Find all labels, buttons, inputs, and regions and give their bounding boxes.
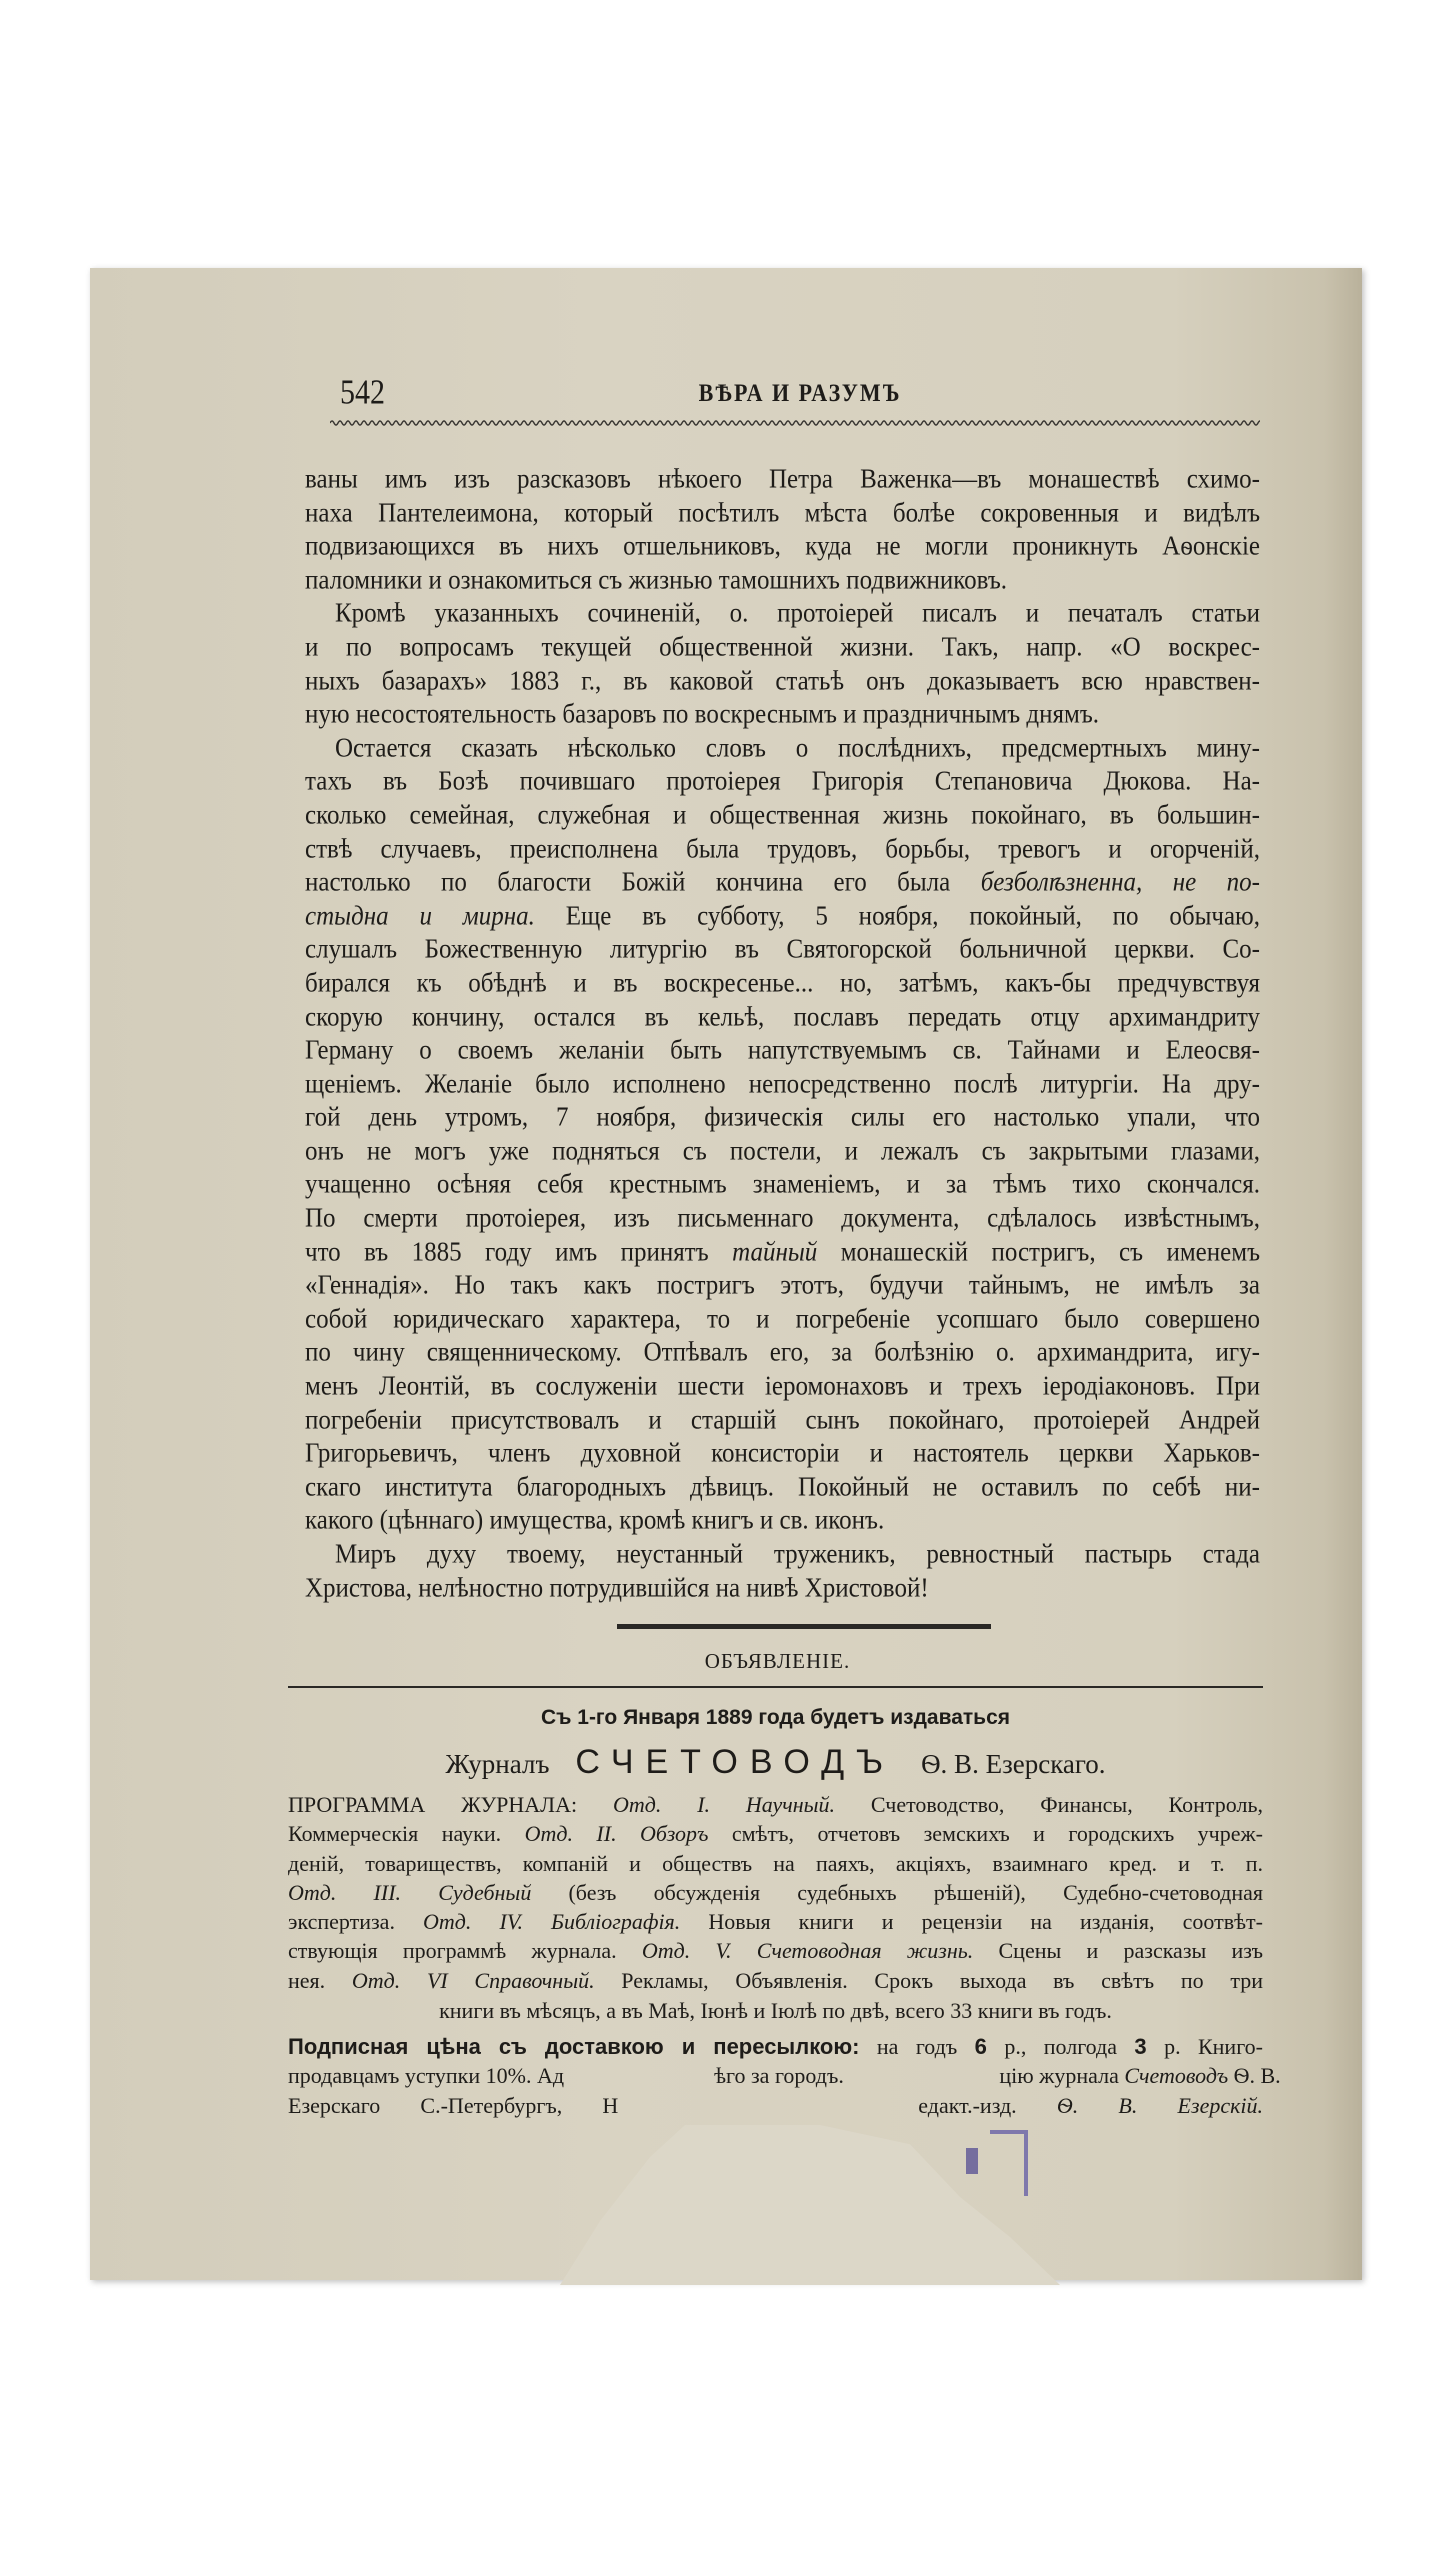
text-segment: р., полгода — [986, 2034, 1135, 2059]
text-line — [305, 1167, 1260, 1204]
text-line — [305, 1032, 1260, 1069]
text-line — [305, 696, 1260, 733]
text-line — [305, 1402, 1260, 1439]
wavy-rule — [330, 418, 1260, 428]
text-line — [305, 1100, 1260, 1137]
text-segment: Миръ духу твоему, неустанный труженикъ, ревностный пастырь стада — [335, 1539, 1260, 1570]
text-segment: монашескій постригъ, съ именемъ — [817, 1237, 1260, 1267]
text-line — [305, 1503, 1260, 1540]
text-line — [305, 1536, 1260, 1573]
journal-title-prefix: Журналъ — [445, 1749, 550, 1779]
text-segment: ную несостоятельность базаровъ по воскреснымъ и праздничнымъ днямъ. — [305, 699, 1100, 730]
text-line — [305, 663, 1260, 700]
text-line — [305, 629, 1260, 666]
italic-text: Отд. III. Судебный — [288, 1879, 532, 1905]
text-segment: онъ не могъ уже подняться съ постели, и лежалъ съ закрытыми глазами, — [305, 1136, 1260, 1167]
text-segment: тахъ въ Бозѣ почившаго протоіерея Григорія Степановича Дюкова. На- — [305, 766, 1260, 797]
program-last-line: книги въ мѣсяцъ, а въ Маѣ, Іюнѣ и Іюлѣ по двѣ, всего 33 книги въ годъ. — [439, 1998, 1112, 2023]
text-line — [305, 1066, 1260, 1103]
text-line — [305, 1268, 1260, 1305]
text-line — [305, 999, 1260, 1036]
text-segment: скорую кончину, остался въ кельѣ, пославъ передать отцу архимандриту — [305, 1002, 1260, 1032]
announcement-rule — [288, 1686, 1263, 1688]
subscription-info — [288, 2032, 1281, 2120]
text-line — [305, 1133, 1260, 1170]
text-segment: Сцены и разсказы изъ — [973, 1938, 1263, 1964]
text-segment: Рекламы, Объявленія. Срокъ выхода въ свѣтъ по три — [594, 1967, 1263, 1993]
text-segment: «Геннадія». Но такъ какъ постригъ этотъ, будучи тайнымъ, не имѣлъ за — [305, 1270, 1260, 1301]
text-segment: щеніемъ. Желаніе было исполнено непосредственно послѣ литургіи. На дру- — [305, 1069, 1260, 1100]
italic-text: Отд. II. Обзоръ — [524, 1821, 709, 1847]
text-segment: сколько семейная, служебная и общественная жизнь покойнаго, въ большин- — [305, 800, 1260, 831]
text-segment: по чину священническому. Отпѣвалъ его, за болѣзнію о. архимандрита, игу- — [305, 1338, 1260, 1368]
text-line — [288, 1878, 1263, 1907]
text-line — [288, 2091, 1263, 2120]
text-line — [288, 1849, 1263, 1878]
text-segment: Герману о своемъ желаніи быть напутствуемымъ св. Тайнами и Елеосвя- — [305, 1035, 1260, 1066]
text-line — [305, 1368, 1260, 1405]
text-segment: Христова, нелѣностно потрудившійся на нивѣ Христовой! — [305, 1573, 929, 1603]
text-segment: ѣго за городъ. — [714, 2063, 850, 2089]
text-line — [305, 461, 1260, 498]
italic-text: стыдна и мирна. — [305, 901, 535, 932]
text-segment: ствѣ случаевъ, преисполнена была трудовъ, борьбы, тревогъ и огорченій, — [305, 834, 1260, 864]
article-body — [305, 463, 1260, 1605]
running-title: ВѢРА И РАЗУМЪ — [698, 378, 902, 407]
text-segment: настолько по благости Божій кончина его была — [305, 867, 981, 898]
text-line — [305, 1200, 1260, 1237]
text-line — [305, 529, 1260, 566]
text-line — [305, 965, 1260, 1002]
text-segment: смѣтъ, отчетовъ земскихъ и городскихъ учреж- — [708, 1821, 1264, 1847]
text-line — [305, 898, 1260, 935]
text-line — [288, 1790, 1263, 1819]
italic-text: Отд. I. Научный. — [612, 1792, 836, 1817]
text-segment: слушалъ Божественную литургію въ Святогорской больничной церкви. Со- — [305, 934, 1260, 965]
journal-program-end — [288, 1996, 1263, 2025]
text-segment: паломники и ознакомиться съ жизнью тамошнихъ подвижниковъ. — [305, 565, 1008, 596]
text-line — [305, 562, 1260, 599]
text-line — [305, 730, 1260, 767]
bold-text: 3 — [1134, 2034, 1147, 2059]
text-segment: цію журнала — [999, 2063, 1125, 2089]
italic-text: Отд. V. Счетоводная жизнь. — [641, 1938, 974, 1964]
text-line — [305, 1335, 1260, 1372]
text-segment: Ѳ. В. — [1228, 2063, 1281, 2089]
text-segment: ПРОГРАММА ЖУРНАЛА: — [288, 1792, 613, 1817]
text-line — [288, 1966, 1263, 1995]
text-segment: деній, товариществъ, компаній и обществъ на паяхъ, акціяхъ, взаимнаго кред. и т. п. — [288, 1850, 1263, 1876]
text-segment: Новыя книги и рецензіи на изданія, соотвѣт- — [680, 1909, 1263, 1935]
text-segment: Григорьевичъ, членъ духовной консисторіи и настоятель церкви Харьков- — [305, 1438, 1260, 1469]
text-line — [305, 932, 1260, 969]
library-stamp-fragment — [990, 2130, 1028, 2196]
italic-text: Отд. IV. Библіографія. — [423, 1909, 681, 1935]
text-segment: Кромѣ указанныхъ сочиненій, о. протоіерей писалъ и печаталъ статьи — [335, 598, 1260, 629]
text-line — [305, 596, 1260, 633]
italic-text: тайный — [732, 1237, 818, 1267]
announcement-intro: Съ 1-го Января 1889 года будетъ издаваться — [540, 1706, 1011, 1729]
bold-text: Подписная цѣна съ доставкою и пересылкою: — [288, 2034, 860, 2059]
announcement-heading: ОБЪЯВЛЕНІЕ. — [704, 1649, 851, 1673]
journal-program — [288, 1790, 1263, 1995]
text-line — [305, 831, 1260, 868]
text-segment: ваны имъ изъ разсказовъ нѣкоего Петра Важенка—въ монашествѣ схимо- — [305, 464, 1260, 495]
text-segment: Остается сказать нѣсколько словъ о послѣднихъ, предсмертныхъ мину- — [335, 733, 1260, 764]
text-segment: экспертиза. — [288, 1909, 424, 1935]
text-line — [288, 2032, 1263, 2061]
text-segment: ныхъ базарахъ» 1883 г., въ каковой статьѣ онъ доказываетъ всю нравствен- — [305, 666, 1260, 696]
italic-text: безболѣзненна, не по- — [980, 867, 1261, 898]
journal-title-name: СЧЕТОВОДЪ — [575, 1743, 896, 1781]
text-segment: на годъ — [859, 2034, 975, 2059]
text-line — [305, 1436, 1260, 1473]
text-segment: (безъ обсужденія судебныхъ рѣшеній), Судебно-счетоводная — [531, 1879, 1263, 1905]
journal-title-editor: Ѳ. В. Езерскаго. — [921, 1749, 1106, 1779]
text-segment: какого (цѣннаго) имущества, кромѣ книгъ и св. иконъ. — [305, 1506, 885, 1536]
text-segment: По смерти протоіерея, изъ письменнаго документа, сдѣлалось извѣстнымъ, — [305, 1203, 1260, 1234]
text-segment: скаго института благородныхъ дѣвицъ. Покойный не оставилъ по себѣ ни- — [305, 1472, 1260, 1503]
text-segment: едакт.-изд. — [918, 2092, 1057, 2118]
journal-title — [288, 1740, 1263, 1784]
text-line — [305, 1301, 1260, 1338]
text-segment: р. Книго- — [1146, 2034, 1263, 2059]
text-segment: продавцамъ уступки 10%. Ад — [288, 2063, 565, 2089]
text-segment: что въ 1885 году имъ принятъ — [305, 1237, 733, 1267]
text-line — [305, 764, 1260, 801]
stamp-ink-mark — [966, 2148, 978, 2174]
text-segment: подвизающихся въ нихъ отшельниковъ, куда не могли проникнуть Аѳонскіе — [305, 531, 1260, 562]
text-segment: Коммерческія науки. — [288, 1821, 525, 1847]
text-line — [305, 864, 1260, 901]
text-line — [288, 2061, 1281, 2090]
text-segment: погребеніи присутствовалъ и старшій сынъ покойнаго, протоіерей Андрей — [305, 1405, 1260, 1435]
italic-text: Отд. VI Справочный. — [351, 1967, 595, 1993]
page-number: 542 — [340, 373, 385, 412]
text-segment: нея. — [288, 1967, 352, 1993]
text-segment: Езерскаго С.-Петербургъ, Н — [288, 2092, 619, 2118]
text-line — [305, 1469, 1260, 1506]
text-segment: учащенно осѣняя себя крестнымъ знаменіемъ, и за тѣмъ тихо скончался. — [305, 1170, 1260, 1200]
text-segment: бирался къ обѣднѣ и въ воскресенье... но, затѣмъ, какъ-бы предчувствуя — [305, 968, 1260, 999]
text-line — [305, 1570, 1260, 1607]
italic-text: Ѳ. В. Езерскій. — [1056, 2092, 1263, 2118]
italic-text: Счетоводъ — [1124, 2063, 1229, 2089]
text-segment: наха Пантелеимона, который посѣтилъ мѣста болѣе сокровенныя и видѣлъ — [305, 498, 1260, 528]
text-segment: Счетоводство, Финансы, Контроль, — [835, 1792, 1264, 1817]
text-line — [305, 495, 1260, 532]
text-line — [305, 797, 1260, 834]
text-segment: гой день утромъ, 7 ноября, физическія силы его настолько упали, что — [305, 1102, 1260, 1133]
text-segment: собой юридическаго характера, то и погребеніе усопшаго было совершено — [305, 1304, 1260, 1335]
bold-text: 6 — [974, 2034, 987, 2059]
text-segment: ствующія программѣ журнала. — [288, 1938, 642, 1964]
text-line — [288, 1819, 1263, 1848]
section-divider — [617, 1624, 991, 1629]
text-line — [288, 1936, 1263, 1965]
text-segment: менъ Леонтій, въ сослуженіи шести іеромонаховъ и трехъ іеродіаконовъ. При — [305, 1371, 1260, 1402]
text-line — [288, 1907, 1263, 1936]
text-segment: и по вопросамъ текущей общественной жизни. Такъ, напр. «О воскрес- — [305, 632, 1260, 663]
text-line — [305, 1234, 1260, 1271]
text-segment: Еще въ субботу, 5 ноября, покойный, по обычаю, — [534, 901, 1260, 932]
